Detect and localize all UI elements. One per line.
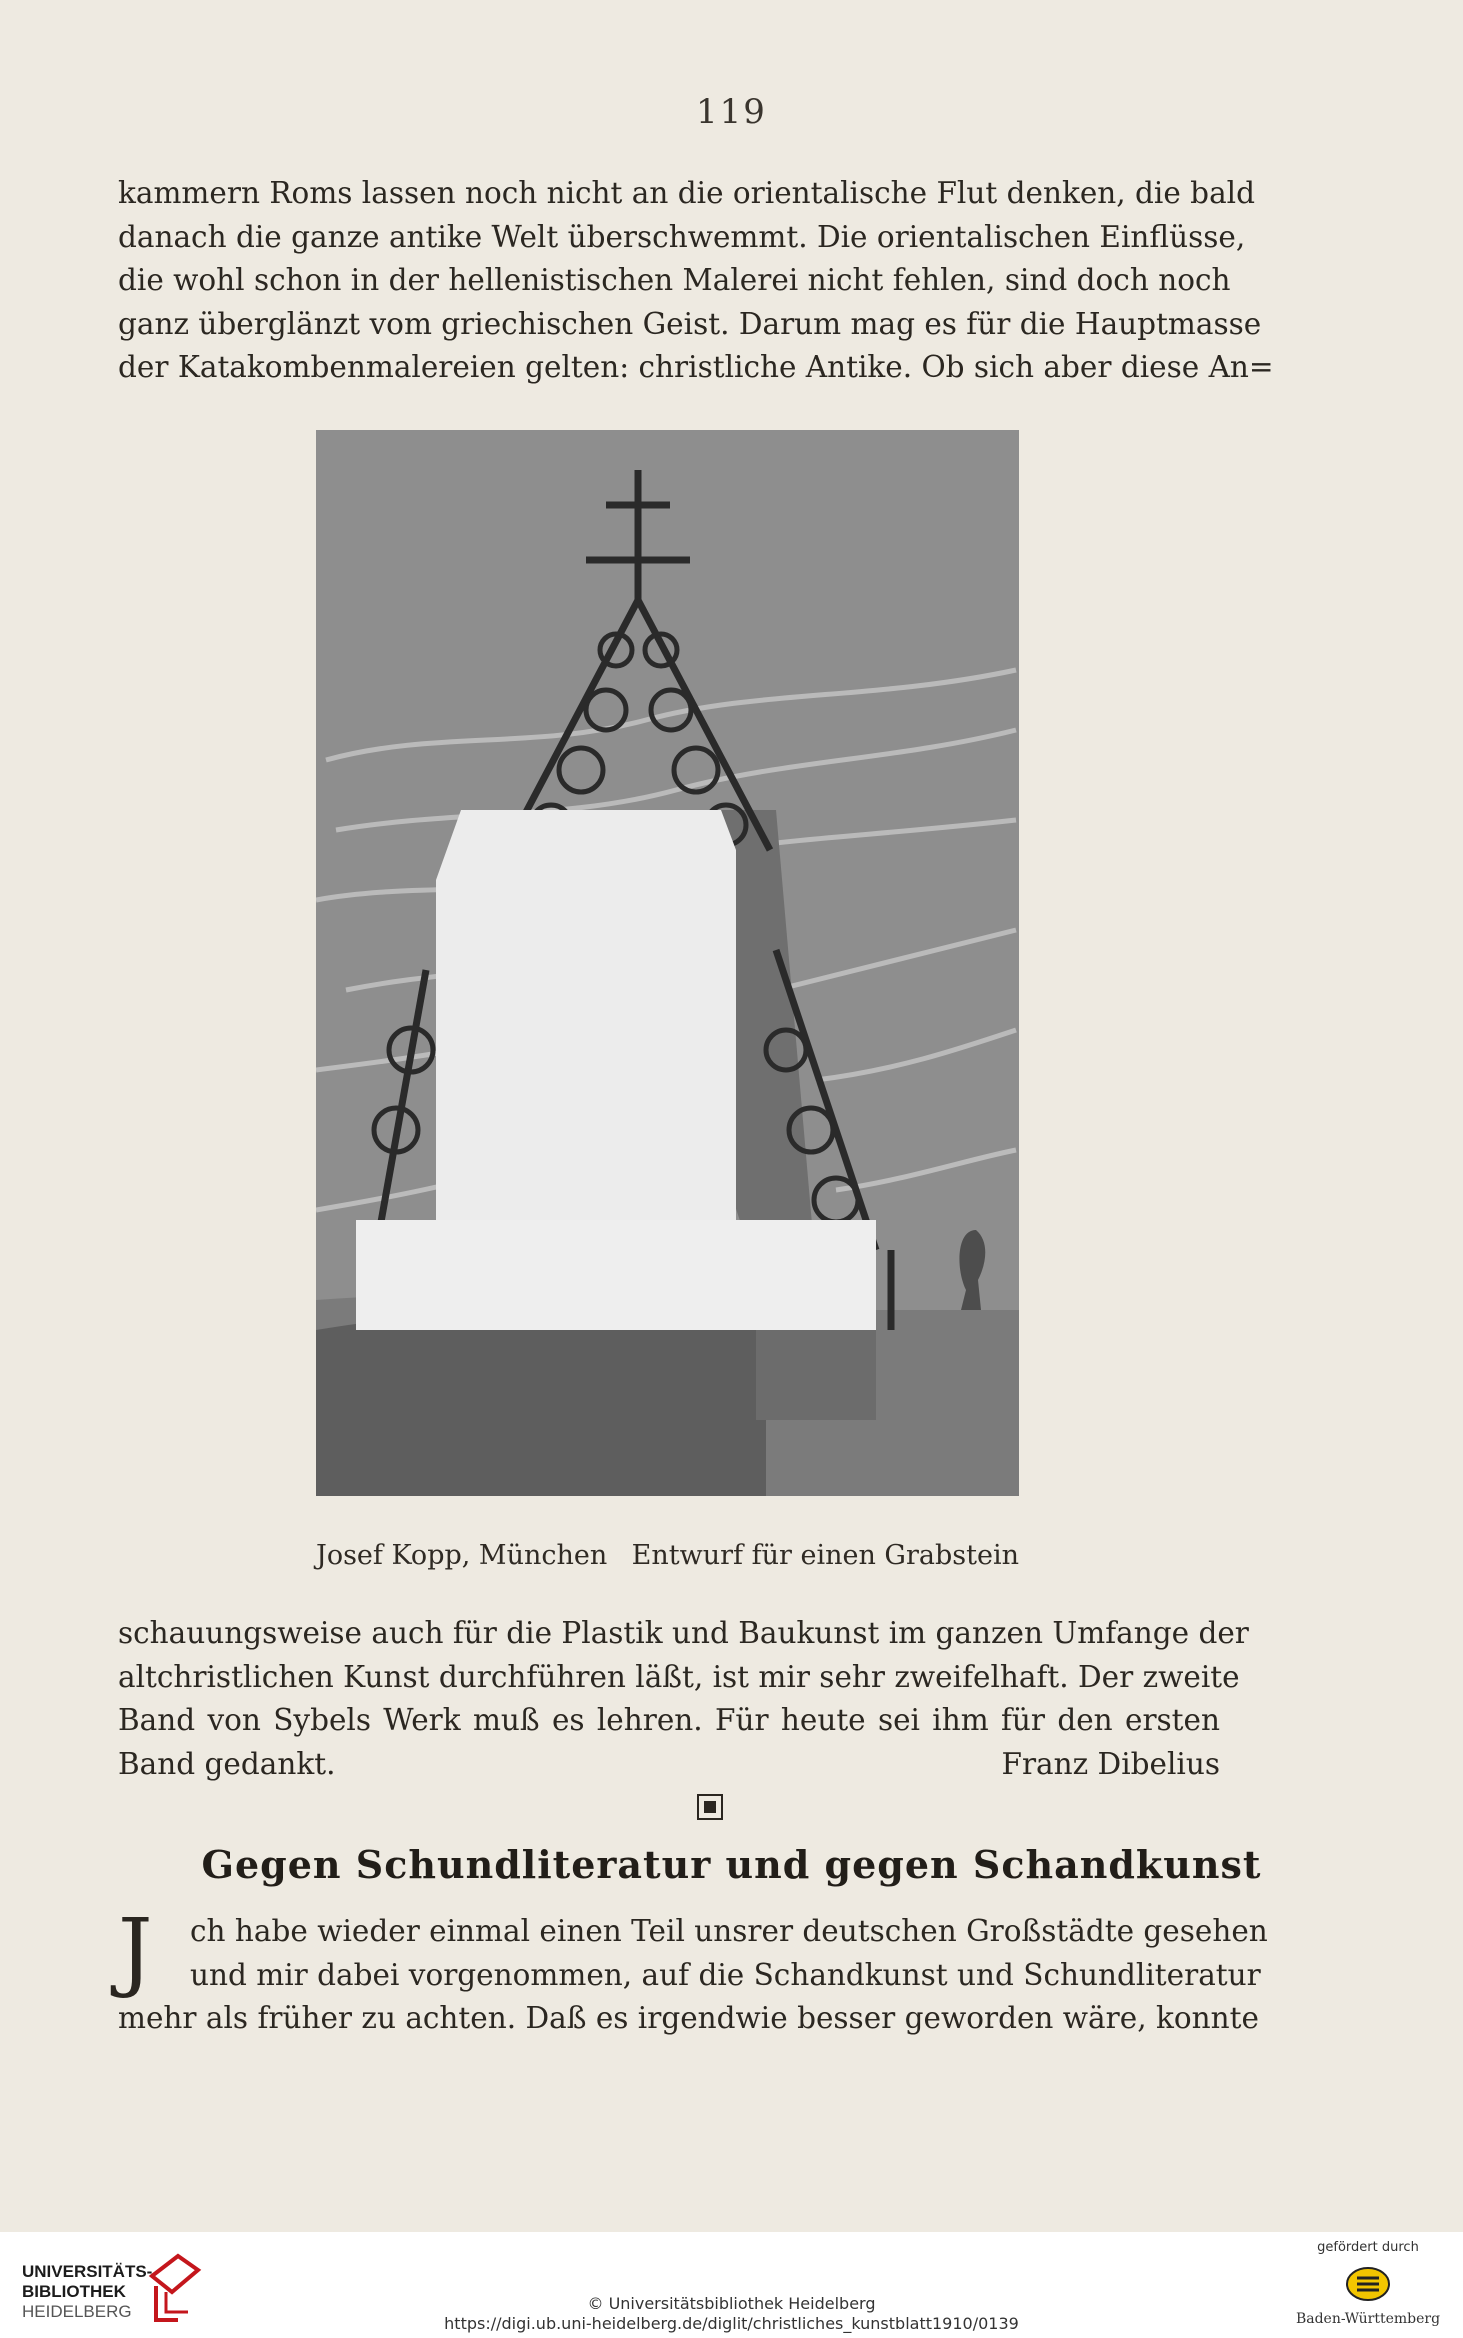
funding-notice	[1293, 2240, 1443, 2327]
paragraph-1	[118, 172, 1274, 390]
text-line: altchristlichen Kunst durchführen läßt, ist mir sehr zweifelhaft. Der zweite	[118, 1659, 1240, 1694]
text-line: danach die ganze antike Welt überschwemmt. Die orientalischen Einflüsse,	[118, 219, 1246, 254]
text-line: mehr als früher zu achten. Daß es irgendwie besser geworden wäre, konnte	[118, 2001, 1259, 2035]
copyright-text: © Universitätsbibliothek Heidelberg	[587, 2294, 876, 2313]
gravestone-illustration	[316, 430, 1019, 1496]
text-line: ganz überglänzt vom griechischen Geist. Darum mag es für die Hauptmasse	[118, 306, 1262, 341]
drop-cap: J	[118, 1901, 153, 2001]
library-name-line1: UNIVERSITÄTS-	[22, 2262, 153, 2281]
closing-line	[118, 1743, 1220, 1787]
closing-text: Band gedankt.	[118, 1746, 336, 1781]
text-line: Band von Sybels Werk muß es lehren. Für heute sei ihm für den ersten	[118, 1703, 1220, 1737]
source-url[interactable]: https://digi.ub.uni-heidelberg.de/diglit/christliches_kunstblatt1910/0139	[444, 2314, 1019, 2333]
coat-of-arms-icon	[1345, 2266, 1391, 2302]
section-ornament-icon	[697, 1794, 723, 1820]
text-line: und mir dabei vorgenommen, auf die Schandkunst und Schundliteratur	[190, 1957, 1261, 1992]
paragraph-3	[118, 1901, 1268, 2041]
caption-artist: Josef Kopp, München	[316, 1540, 608, 1571]
text-line: kammern Roms lassen noch nicht an die orientalische Flut denken, die bald	[118, 176, 1255, 210]
page-number: 119	[696, 92, 767, 132]
text-line: schauungsweise auch für die Plastik und Baukunst im ganzen Umfange der	[118, 1616, 1249, 1650]
funded-by-text: gefördert durch	[1317, 2240, 1419, 2255]
text-line: der Katakombenmalereien gelten: christliche Antike. Ob sich aber diese An=	[118, 350, 1274, 384]
paragraph-2	[118, 1612, 1249, 1786]
text-line: die wohl schon in der hellenistischen Malerei nicht fehlen, sind doch noch	[118, 263, 1231, 297]
caption-title: Entwurf für einen Grabstein	[631, 1540, 1019, 1571]
section-heading: Gegen Schundliteratur und gegen Schandkunst	[201, 1842, 1262, 1887]
footer-credits	[0, 2294, 1463, 2334]
footer	[0, 2232, 1463, 2338]
state-name: Baden-Württemberg	[1295, 2311, 1441, 2327]
author-signature: Franz Dibelius	[1001, 1746, 1220, 1781]
library-name-line3: HEIDELBERG	[22, 2302, 132, 2321]
library-name-line2: BIBLIOTHEK	[22, 2282, 126, 2301]
text-line: ch habe wieder einmal einen Teil unsrer deutschen Großstädte gesehen	[190, 1914, 1268, 1948]
